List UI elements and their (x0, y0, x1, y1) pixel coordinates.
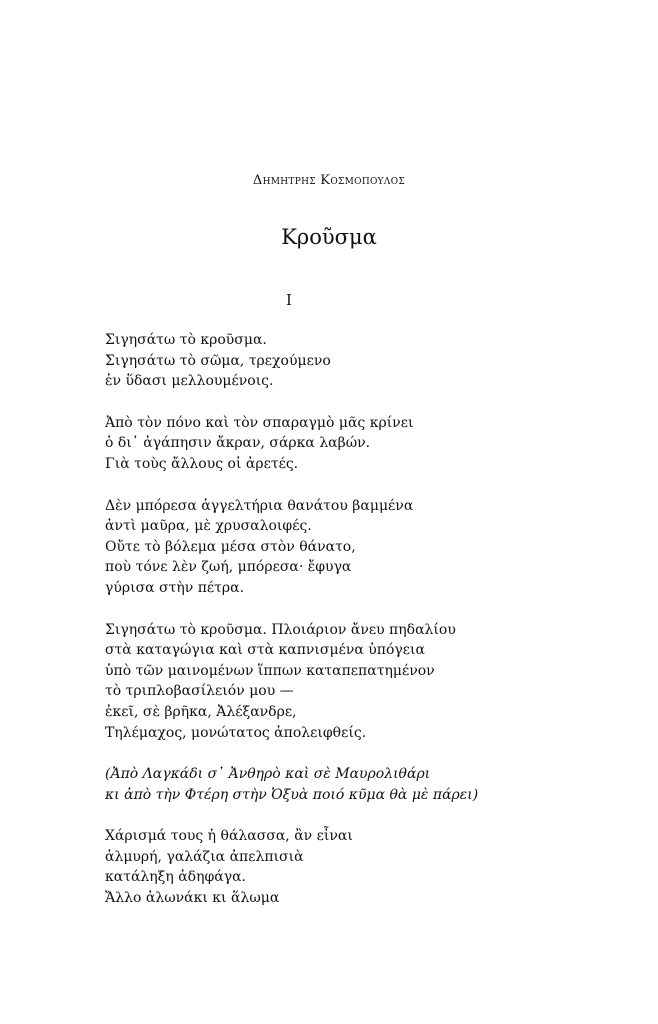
verse-line: Γιὰ τοὺς ἄλλους οἱ ἀρετές. (105, 455, 299, 472)
verse-line: τὸ τριπλοβασίλειόν μου — (105, 683, 294, 700)
verse-line: ἐν ὕδασι μελλουμένοις. (105, 373, 274, 390)
verse-line: Τηλέμαχος, μονώτατος ἀπολειφθείς. (105, 724, 367, 741)
stanza-break (105, 475, 575, 496)
verse-line: ἁλμυρή, γαλάζια ἀπελπισιὰ (105, 848, 304, 865)
verse-line: Δὲν μπόρεσα ἀγγελτήρια θανάτου βαμμένα (105, 497, 414, 514)
stanza-italic (105, 764, 575, 805)
verse-line: Σιγησάτω τὸ κροῦσμα. Πλοιάριον ἄνευ πηδαλίου (105, 621, 456, 638)
stanza (105, 330, 575, 392)
poem-title: Κροῦσμα (281, 225, 377, 249)
stanza-break (105, 805, 575, 826)
stanza-break (105, 392, 575, 413)
stanza (105, 496, 575, 599)
verse-line: Σιγησάτω τὸ σῶμα, τρεχούμενο (105, 352, 331, 369)
stanza (105, 826, 575, 908)
verse-line: (Ἀπὸ Λαγκάδι σ᾽ Ἀνθηρὸ καὶ σὲ Μαυρολιθάρι (105, 766, 431, 783)
verse-line: ἀντὶ μαῦρα, μὲ χρυσαλοιφές. (105, 518, 312, 535)
poem-body (105, 330, 575, 909)
section-number: I (286, 291, 292, 309)
stanza-break (105, 743, 575, 764)
verse-line: στὰ καταγώγια καὶ στὰ καπνισμένα ὑπόγεια (105, 642, 425, 659)
verse-line: Ἀπὸ τὸν πόνο καὶ τὸν σπαραγμὸ μᾶς κρίνει (105, 414, 414, 431)
verse-line: Χάρισμά τους ἡ θάλασσα, ἂν εἶναι (105, 828, 353, 845)
verse-line: Ἄλλο ἁλωνάκι κι ἅλωμα (105, 890, 280, 907)
verse-line: κι ἀπὸ τὴν Φτέρη στὴν Ὀξυὰ ποιό κῦμα θὰ μὲ πάρει) (105, 786, 479, 803)
verse-line: ὑπὸ τῶν μαινομένων ἵππων καταπεπατημένον (105, 662, 435, 679)
verse-line: ὁ δι᾽ ἀγάπησιν ἄκραν, σάρκα λαβών. (105, 435, 371, 452)
verse-line: ποὺ τόνε λὲν ζωή, μπόρεσα· ἔφυγα (105, 559, 352, 576)
stanza (105, 413, 575, 475)
verse-line: γύρισα στὴν πέτρα. (105, 579, 245, 596)
verse-line: Οὔτε τὸ βόλεμα μέσα στὸν θάνατο, (105, 538, 356, 555)
author-name: Δημητρης Κοσμοπουλος (252, 173, 406, 188)
verse-line: κατάληξη ἀδηφάγα. (105, 869, 247, 886)
verse-line: ἐκεῖ, σὲ βρῆκα, Ἀλέξανδρε, (105, 703, 297, 720)
verse-line: Σιγησάτω τὸ κροῦσμα. (105, 332, 267, 348)
stanza-break (105, 599, 575, 620)
stanza (105, 620, 575, 744)
